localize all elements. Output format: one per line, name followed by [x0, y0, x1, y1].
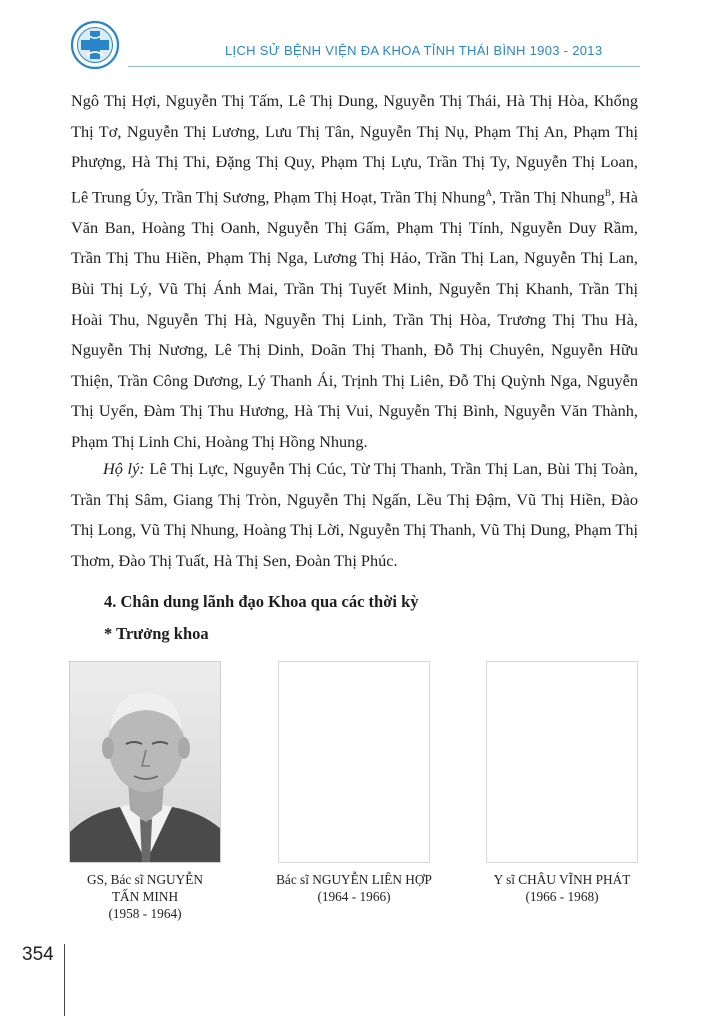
ho-ly-label: Hộ lý:	[103, 459, 145, 478]
caption-name: GS, Bác sĩ NGUYỄN	[87, 872, 203, 887]
caption-name: Bác sĩ NGUYỄN LIÊN HỢP	[276, 872, 432, 887]
superscript-b: B	[604, 187, 611, 198]
sub-heading: * Trưởng khoa	[104, 624, 209, 643]
page-number-rule	[64, 944, 65, 1016]
superscript-a: A	[485, 187, 493, 198]
header-divider	[128, 66, 640, 67]
ho-ly-names: Lê Thị Lực, Nguyễn Thị Cúc, Từ Thị Thanh, Trần Thị Lan, Bùi Thị Toàn, Trần Thị Sâm, Giang Thị Tròn, Nguyễn Thị Ngấn, Lều Thị Đậm, Vũ Thị Hiền, Đào Thị Long, Vũ Thị Nhung, Hoàng Thị Lời, Nguyễn Thị Thanh, Vũ Thị Dung, Phạm Thị Thơm, Đào Thị Tuất, Hà Thị Sen, Đoàn Thị Phúc.	[71, 459, 639, 570]
portrait-placeholder	[278, 661, 430, 863]
portrait-caption	[57, 871, 233, 922]
portrait-photo	[69, 661, 221, 863]
caption-name: TẤN MINH	[111, 889, 179, 904]
caption-years: (1964 - 1966)	[317, 889, 391, 904]
caption-years: (1958 - 1964)	[108, 906, 182, 921]
orderlies-paragraph	[71, 454, 638, 576]
paragraph-text-mid: , Trần Thị Nhung	[492, 187, 605, 207]
running-header: LỊCH SỬ BỆNH VIỆN ĐA KHOA TỈNH THÁI BÌNH 1903 - 2013	[225, 43, 603, 58]
section-heading: 4. Chân dung lãnh đạo Khoa qua các thời kỳ	[104, 592, 419, 611]
portrait-caption	[474, 871, 650, 905]
paragraph-text: Ngô Thị Hợi, Nguyễn Thị Tấm, Lê Thị Dung, Nguyễn Thị Thái, Hà Thị Hòa, Khổng Thị Tơ, Nguyễn Thị Lương, Lưu Thị Tân, Nguyễn Thị Nụ, Phạm Thị An, Phạm Thị Phượng, Hà Thị Thi, Đặng Thị Quy, Phạm Thị Lựu, Trần Thị Ty, Nguyễn Thị Loan, Lê Trung Úy, Trần Thị Sương, Phạm Thị Hoạt, Trần Thị Nhung	[71, 91, 638, 207]
page-number: 354	[22, 944, 54, 965]
caption-years: (1966 - 1968)	[525, 889, 599, 904]
hospital-logo-icon	[70, 20, 120, 70]
portrait-caption	[266, 871, 442, 905]
caption-name: Y sĩ CHÂU VĨNH PHÁT	[493, 872, 631, 887]
staff-names-paragraph	[71, 86, 638, 458]
paragraph-text-end: , Hà Văn Ban, Hoàng Thị Oanh, Nguyễn Thị Gấm, Phạm Thị Tính, Nguyễn Duy Rầm, Trần Thị Thu Hiền, Phạm Thị Nga, Lương Thị Hảo, Trần Thị Lan, Nguyễn Thị Lan, Bùi Thị Lý, Vũ Thị Ánh Mai, Trần Thị Tuyết Minh, Nguyễn Thị Khanh, Trần Thị Hoài Thu, Nguyễn Thị Hà, Nguyễn Thị Linh, Trần Thị Hòa, Trương Thị Thu Hà, Nguyễn Thị Nương, Lê Thị Dinh, Doãn Thị Thanh, Đỗ Thị Chuyên, Nguyễn Hữu Thiện, Trần Công Dương, Lý Thanh Ái, Trịnh Thị Liên, Đỗ Thị Quỳnh Nga, Nguyễn Thị Uyển, Đàm Thị Thu Hương, Hà Thị Vui, Nguyễn Thị Bình, Nguyễn Văn Thành, Phạm Thị Linh Chi, Hoàng Thị Hồng Nhung.	[71, 187, 638, 451]
portrait-placeholder	[486, 661, 638, 863]
